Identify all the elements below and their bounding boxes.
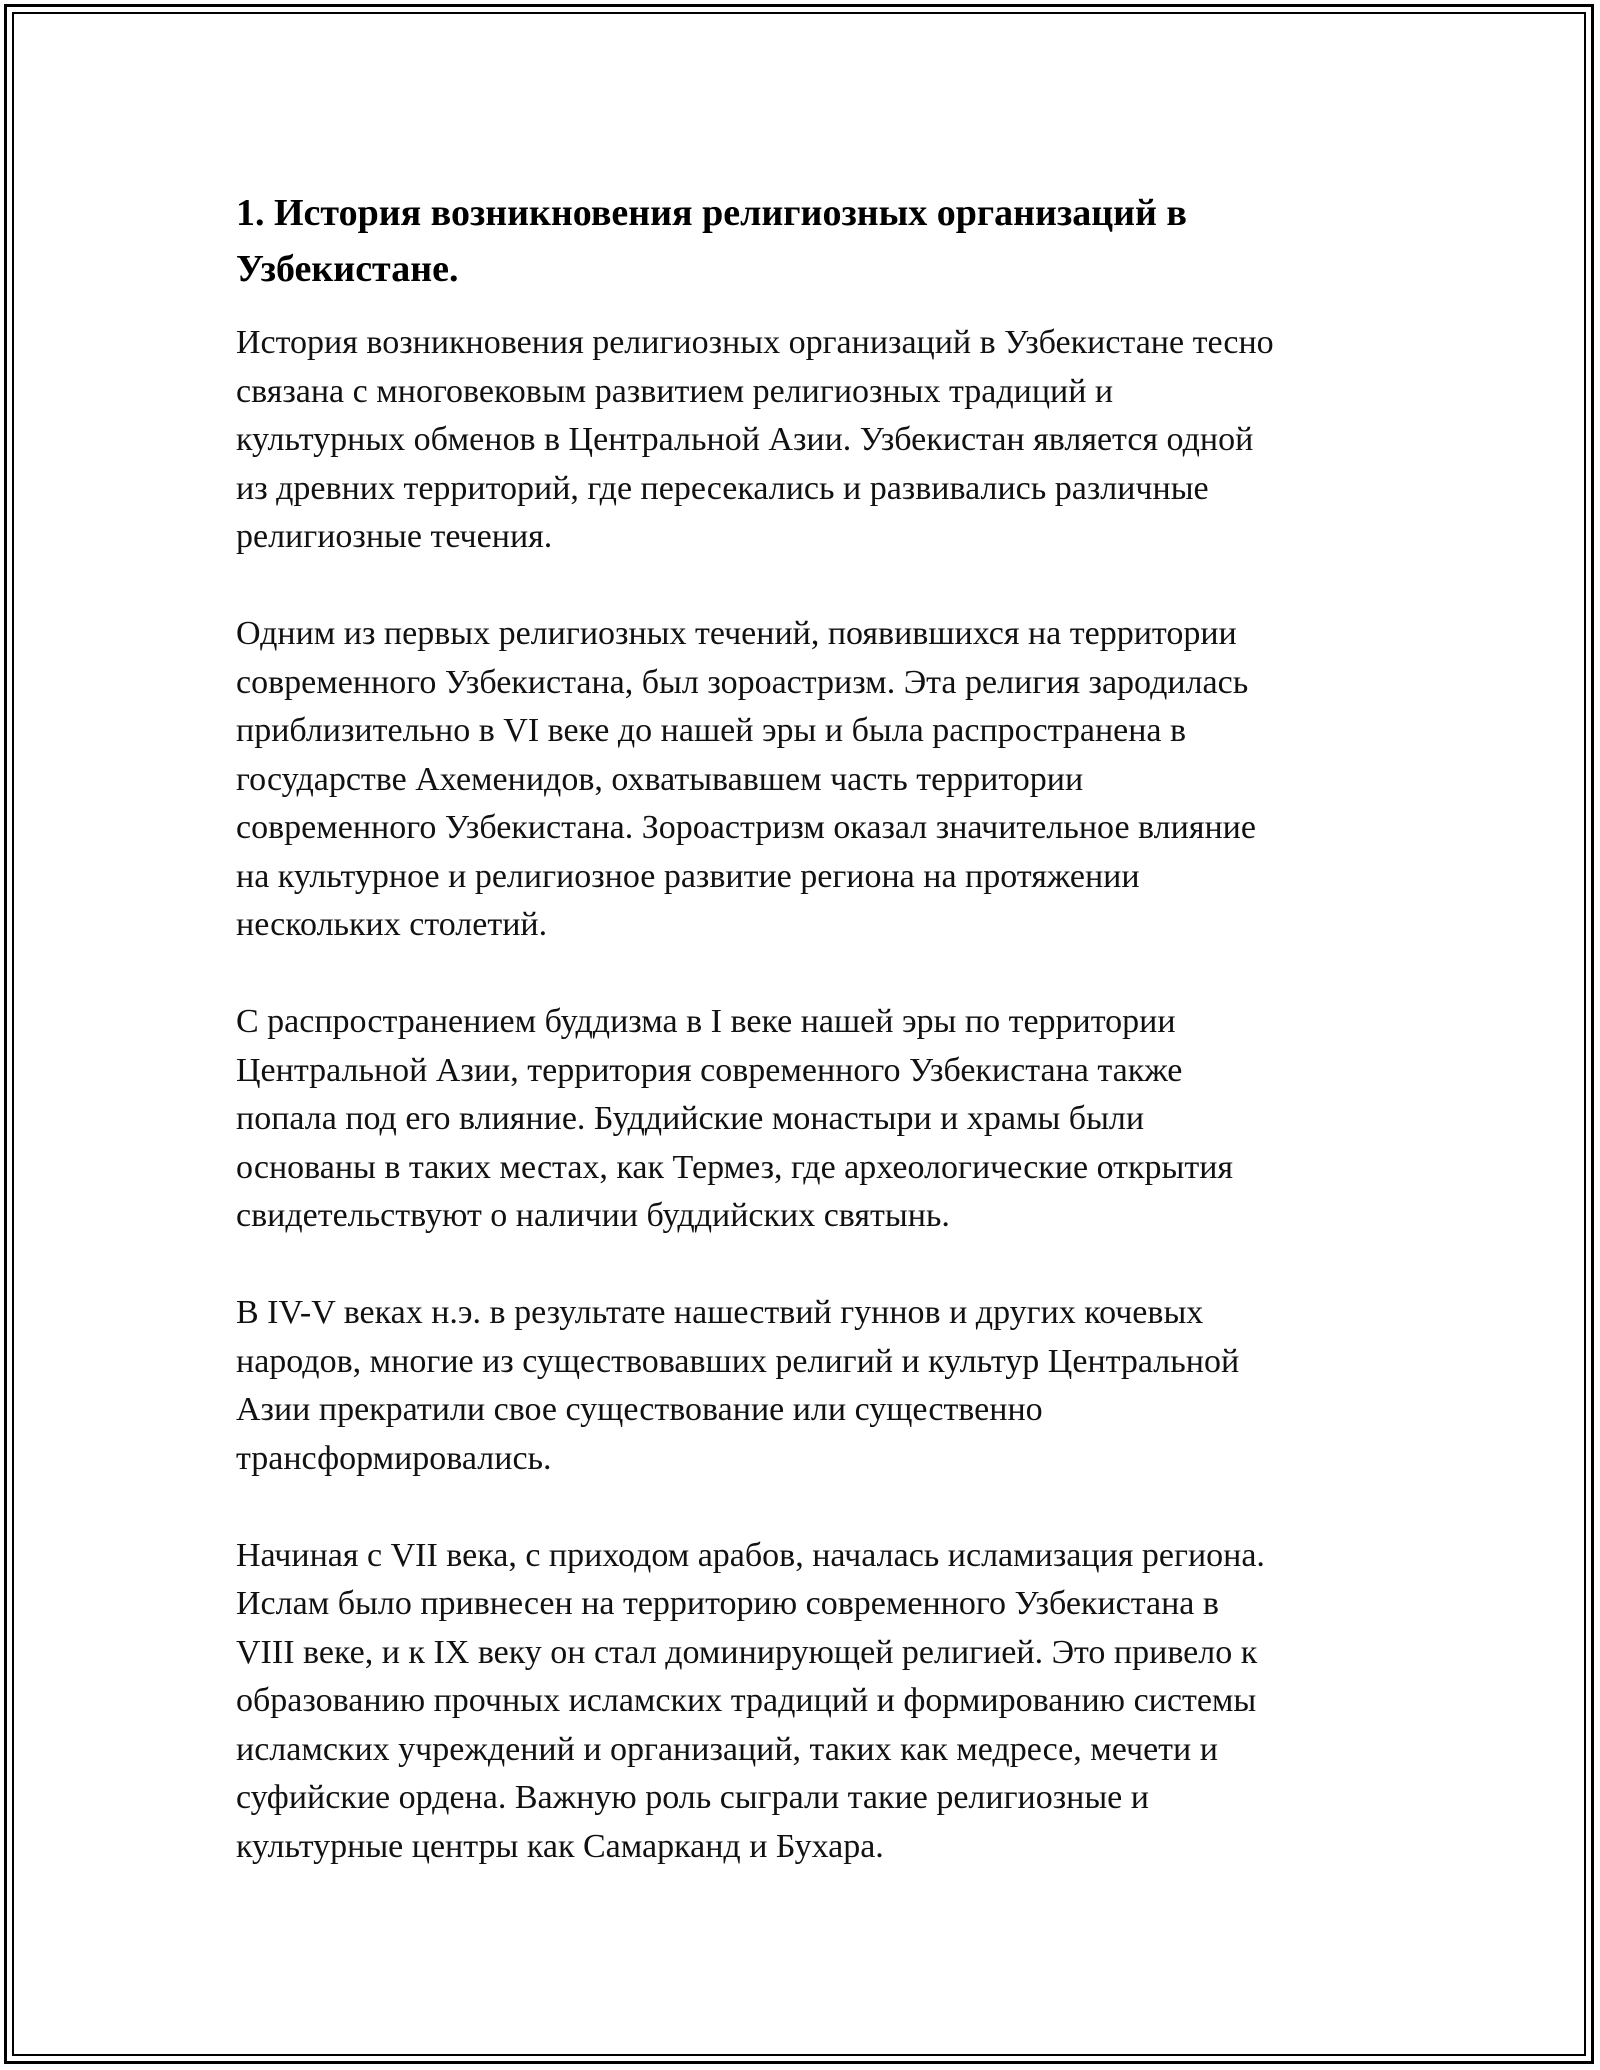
heading-line: Узбекистане. <box>236 248 459 290</box>
paragraph-zoroastrianism <box>236 610 1386 950</box>
text-line: образованию прочных исламских традиций и формированию системы <box>236 1682 1257 1719</box>
text-line: Начиная с VII века, с приходом арабов, началась исламизация региона. <box>236 1536 1265 1574</box>
paragraph-intro <box>236 319 1386 562</box>
text-line: связана с многовековым развитием религиозных традиций и <box>236 372 1114 410</box>
text-line: попала под его влияние. Буддийские монастыри и храмы были <box>236 1100 1145 1137</box>
text-line: на культурное и религиозное развитие региона на протяжении <box>236 857 1140 895</box>
text-line: свидетельствуют о наличии буддийских святынь. <box>236 1197 950 1234</box>
paragraph-buddhism <box>236 998 1386 1241</box>
text-line: VIII веке, и к IX веку он стал доминирующей религией. Это привело к <box>236 1633 1258 1671</box>
document-body <box>236 185 1386 1920</box>
text-line: основаны в таких местах, как Термез, где археологические открытия <box>236 1148 1234 1186</box>
text-line: Одним из первых религиозных течений, появившихся на территории <box>236 615 1237 652</box>
text-line: религиозные течения. <box>236 518 553 555</box>
text-line: народов, многие из существовавших религий и культур Центральной <box>236 1342 1240 1380</box>
text-line: Азии прекратили свое существование или существенно <box>236 1391 1043 1428</box>
text-line: нескольких столетий. <box>236 906 548 943</box>
text-line: современного Узбекистана, был зороастризм. Эта религия зародилась <box>236 663 1249 701</box>
text-line: трансформировались. <box>236 1439 552 1477</box>
paragraph-nomads <box>236 1289 1386 1483</box>
text-line: В IV-V веках н.э. в результате нашествий гуннов и других кочевых <box>236 1294 1204 1331</box>
text-line: исламских учреждений и организаций, таких как медресе, мечети и <box>236 1730 1218 1768</box>
text-line: из древних территорий, где пересекались и развивались различные <box>236 469 1209 507</box>
text-line: приблизительно в VI веке до нашей эры и была распространена в <box>236 712 1187 749</box>
text-line: культурных обменов в Центральной Азии. Узбекистан является одной <box>236 421 1254 458</box>
section-heading <box>236 185 1386 297</box>
text-line: современного Узбекистана. Зороастризм оказал значительное влияние <box>236 809 1256 846</box>
text-line: История возникновения религиозных организаций в Узбекистане тесно <box>236 324 1274 361</box>
paragraph-islam <box>236 1532 1386 1872</box>
text-line: государстве Ахеменидов, охватывавшем часть территории <box>236 760 1084 798</box>
text-line: культурные центры как Самарканд и Бухара. <box>236 1827 884 1865</box>
text-line: С распространением буддизма в I веке нашей эры по территории <box>236 1003 1176 1040</box>
text-line: Ислам было привнесен на территорию современного Узбекистана в <box>236 1585 1219 1622</box>
text-line: суфийские ордена. Важную роль сыграли такие религиозные и <box>236 1779 1149 1816</box>
heading-line: 1. История возникновения религиозных организаций в <box>236 192 1187 234</box>
text-line: Центральной Азии, территория современного Узбекистана также <box>236 1051 1183 1089</box>
